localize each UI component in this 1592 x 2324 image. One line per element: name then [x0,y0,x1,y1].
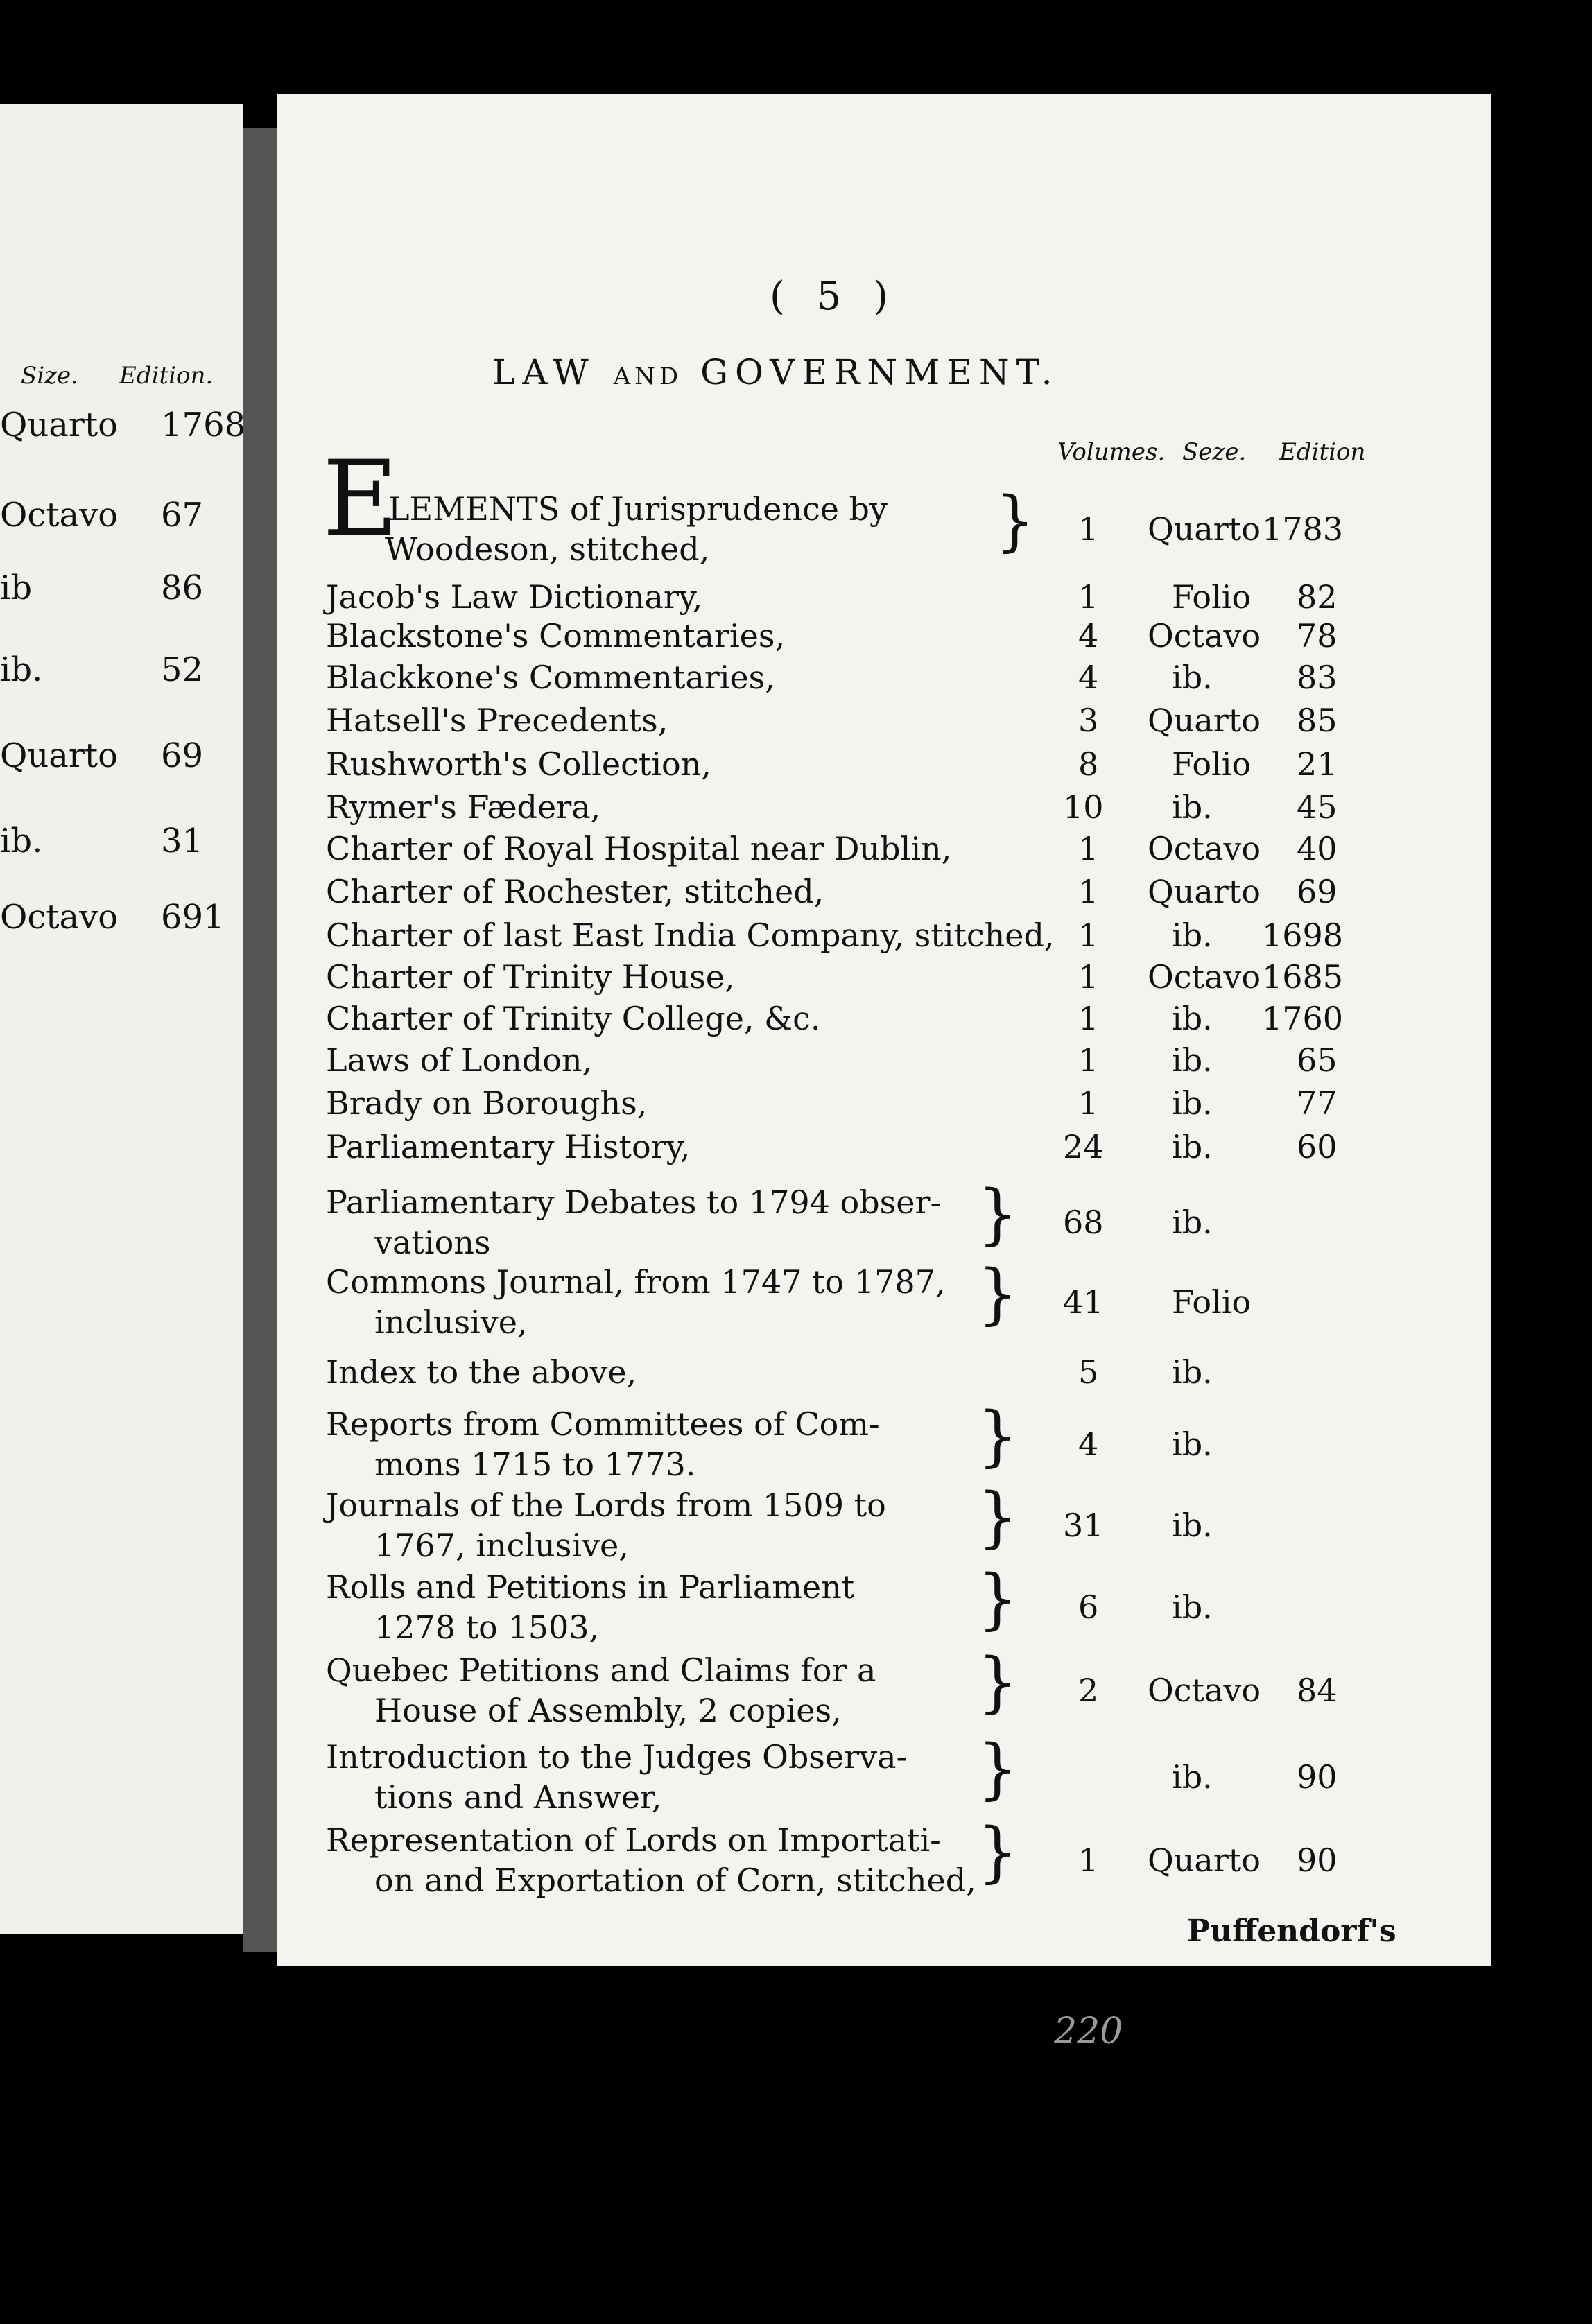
edition-cell: 78 [1297,617,1338,654]
size-cell: ib. [1172,1588,1213,1626]
edition-cell: 90 [1297,1841,1338,1879]
entry-title: Charter of last East India Company, stitched, [326,917,1055,954]
size-cell: ib. [1172,1758,1213,1796]
edition-cell: 1760 [1262,1000,1344,1037]
size-cell: Octavo [1148,958,1261,996]
volumes-cell: 24 [1063,1128,1104,1165]
size-cell: Octavo [1148,617,1261,654]
entry-title-continued: mons 1715 to 1773. [374,1446,696,1483]
size-cell: Folio [1172,1283,1252,1321]
size-cell: ib. [1172,659,1213,696]
edition-cell: 1783 [1262,510,1344,548]
edition-cell: 40 [1297,830,1338,867]
brace: } [978,1398,1018,1475]
entry-title: Blackkone's Commentaries, [326,659,775,696]
edition-cell: 60 [1297,1128,1338,1165]
brace: } [978,1644,1018,1721]
left-size-cell: ib. [0,822,43,860]
entry-title: Quebec Petitions and Claims for a [326,1651,876,1689]
volumes-cell: 3 [1078,702,1099,739]
size-cell: ib. [1172,1041,1213,1079]
entry-title: Charter of Rochester, stitched, [326,873,824,910]
volumes-cell: 1 [1078,830,1099,867]
brace: } [978,1814,1018,1891]
entry-title: Representation of Lords on Importati- [326,1821,941,1859]
entry-title: Charter of Trinity College, &c. [326,1000,821,1037]
volumes-cell: 68 [1063,1204,1104,1241]
volumes-cell: 1 [1078,1841,1099,1879]
volumes-cell: 4 [1078,659,1099,696]
size-cell: ib. [1172,917,1213,954]
volumes-cell: 1 [1078,1041,1099,1079]
volumes-cell: 1 [1078,873,1099,910]
edition-header: Edition [1279,438,1366,466]
entry-title: Introduction to the Judges Observa- [326,1738,908,1776]
size-cell: ib. [1172,1084,1213,1122]
entry-title: Parliamentary Debates to 1794 obser- [326,1183,942,1221]
volumes-cell: 1 [1078,1000,1099,1037]
left-size-cell: Octavo [0,898,119,937]
volumes-cell: 6 [1078,1588,1099,1626]
brace: } [978,1561,1018,1638]
edition-cell: 1685 [1262,958,1344,996]
volumes-cell: 31 [1063,1507,1104,1544]
left-size-cell: ib. [0,650,43,689]
entry-title: Laws of London, [326,1041,593,1079]
entry-title-continued: on and Exportation of Corn, stitched, [374,1862,976,1899]
title-and: AND [613,363,683,390]
volumes-cell: 5 [1078,1353,1099,1391]
edition-cell: 84 [1297,1672,1338,1709]
entry-title: Brady on Boroughs, [326,1084,648,1122]
edition-cell: 65 [1297,1041,1338,1079]
title-government: GOVERNMENT. [700,352,1059,392]
brace: } [978,1176,1018,1253]
edition-cell: 83 [1297,659,1338,696]
size-cell: Octavo [1148,1672,1261,1709]
size-cell: ib. [1172,1000,1213,1037]
left-size-cell: Octavo [0,496,119,535]
entry-title-continued: tions and Answer, [374,1778,662,1816]
size-cell: Quarto [1148,510,1261,548]
edition-cell: 69 [1297,873,1338,910]
left-edition-cell: 691 [161,898,225,937]
brace: } [978,1479,1018,1556]
edition-cell: 21 [1297,745,1338,783]
entry-title: Charter of Trinity House, [326,958,735,996]
left-edition-header: Edition. [119,362,214,390]
volumes-cell: 2 [1078,1672,1099,1709]
size-cell: ib. [1172,1425,1213,1463]
entry-title: LEMENTS of Jurisprudence by [388,490,888,528]
size-cell: Quarto [1148,702,1261,739]
volumes-header: Volumes. [1057,438,1166,466]
volumes-cell: 1 [1078,578,1099,616]
title-law: LAW [492,352,596,392]
volumes-cell: 8 [1078,745,1099,783]
entry-title: Parliamentary History, [326,1128,691,1165]
size-cell: ib. [1172,1353,1213,1391]
left-edition-cell: 67 [161,496,204,535]
size-cell: ib. [1172,1204,1213,1241]
brace: } [978,1731,1018,1807]
page-number: ( 5 ) [770,274,898,319]
entry-title-continued: House of Assembly, 2 copies, [374,1692,842,1729]
entry-title: Rolls and Petitions in Parliament [326,1568,855,1606]
edition-cell: 82 [1297,578,1338,616]
size-cell: Octavo [1148,830,1261,867]
left-size-cell: ib [0,569,33,607]
left-size-header: Size. [21,362,79,390]
size-cell: Folio [1172,578,1252,616]
size-cell: Quarto [1148,1841,1261,1879]
volumes-cell: 1 [1078,1084,1099,1122]
left-edition-cell: 69 [161,736,204,775]
left-size-cell: Quarto [0,406,119,444]
entry-title: Blackstone's Commentaries, [326,617,786,654]
left-edition-cell: 86 [161,569,204,607]
size-header: Seze. [1182,438,1247,466]
brace: } [978,1256,1018,1333]
left-edition-cell: 52 [161,650,204,689]
entry-title-continued: Woodeson, stitched, [385,530,710,568]
book-gutter [243,128,277,1952]
volumes-cell: 1 [1078,917,1099,954]
entry-title: Hatsell's Precedents, [326,702,668,739]
entry-title-continued: inclusive, [374,1303,528,1341]
entry-title: Journals of the Lords from 1509 to [326,1486,886,1524]
pencil-note: 220 [1054,2011,1123,2052]
entry-title: Jacob's Law Dictionary, [326,578,703,616]
entry-title: Index to the above, [326,1353,637,1391]
volumes-cell: 1 [1078,510,1099,548]
size-cell: Quarto [1148,873,1261,910]
entry-title: Charter of Royal Hospital near Dublin, [326,830,952,867]
volumes-cell: 41 [1063,1283,1104,1321]
entry-title-continued: 1767, inclusive, [374,1527,629,1564]
edition-cell: 90 [1297,1758,1338,1796]
left-size-cell: Quarto [0,736,119,775]
page-title [492,352,1059,392]
entry-title-continued: 1278 to 1503, [374,1608,600,1646]
volumes-cell: 4 [1078,617,1099,654]
edition-cell: 77 [1297,1084,1338,1122]
entry-title-continued: vations [374,1224,491,1261]
volumes-cell: 4 [1078,1425,1099,1463]
volumes-cell: 10 [1063,788,1104,826]
edition-cell: 85 [1297,702,1338,739]
drop-cap: E [322,439,399,560]
entry-title: Reports from Committees of Com- [326,1405,880,1443]
brace: } [995,483,1035,560]
catchword: Puffendorf's [1187,1914,1396,1949]
entry-title: Rymer's Fædera, [326,788,601,826]
size-cell: Folio [1172,745,1252,783]
edition-cell: 1698 [1262,917,1344,954]
entry-title: Commons Journal, from 1747 to 1787, [326,1263,946,1301]
size-cell: ib. [1172,1507,1213,1544]
entry-title: Rushworth's Collection, [326,745,711,783]
left-edition-cell: 31 [161,822,204,860]
size-cell: ib. [1172,1128,1213,1165]
volumes-cell: 1 [1078,958,1099,996]
edition-cell: 45 [1297,788,1338,826]
left-edition-cell: 1768 [161,406,246,444]
size-cell: ib. [1172,788,1213,826]
